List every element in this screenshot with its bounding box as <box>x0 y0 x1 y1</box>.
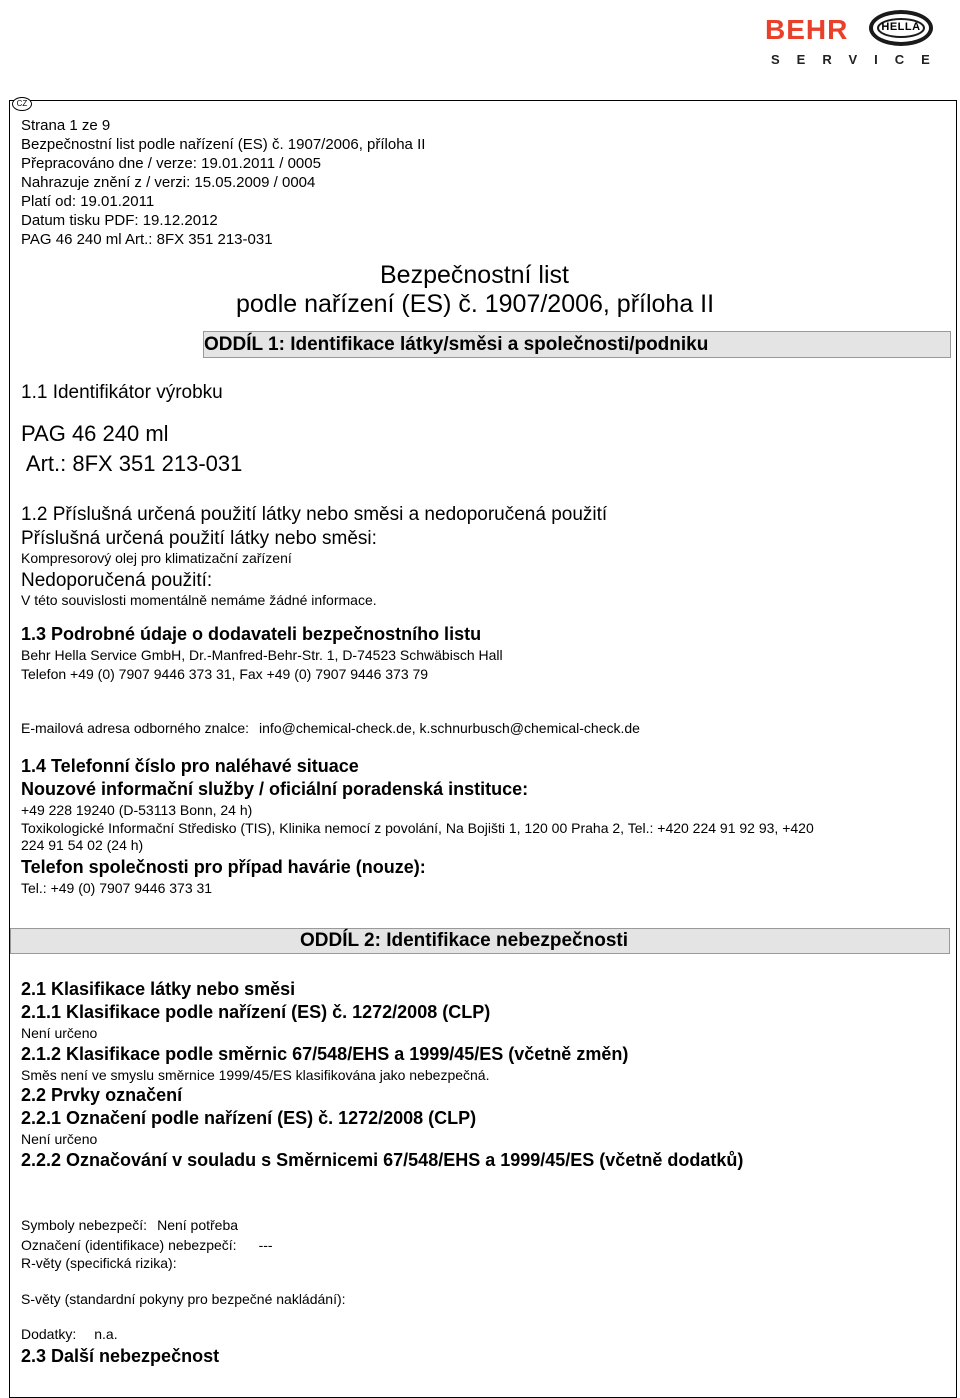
s211-text: Není určeno <box>21 1025 98 1041</box>
s221-text: Není určeno <box>21 1131 98 1147</box>
hazard-marking-label: Označení (identifikace) nebezpečí: <box>21 1237 237 1253</box>
expert-email <box>21 720 640 736</box>
s222-title: 2.2.2 Označování v souladu s Směrnicemi 67/548/EHS a 1999/45/ES (včetně dodatků) <box>21 1150 744 1170</box>
logo-brand-behr: BEHR <box>765 14 849 45</box>
expert-email-label: E-mailová adresa odborného znalce: <box>21 720 250 736</box>
supplements <box>21 1326 118 1342</box>
meta-replaces: Nahrazuje znění z / verzi: 15.05.2009 / 0004 <box>21 174 316 191</box>
logo-brand-hella: HELLA <box>881 21 921 33</box>
meta-valid-from: Platí od: 19.01.2011 <box>21 193 155 210</box>
supplier-phone-fax: Telefon +49 (0) 7907 9446 373 31, Fax +49 (0) 7907 9446 373 79 <box>21 666 429 682</box>
s11-title: 1.1 Identifikátor výrobku <box>21 382 223 403</box>
meta-revised: Přepracováno dne / verze: 19.01.2011 / 0005 <box>21 155 321 172</box>
language-badge: CZ <box>12 97 32 111</box>
meta-page: Strana 1 ze 9 <box>21 117 111 134</box>
s212-title: 2.1.2 Klasifikace podle směrnic 67/548/EHS a 1999/45/ES (včetně změn) <box>21 1044 629 1064</box>
supplements-value: n.a. <box>94 1326 118 1342</box>
product-name: PAG 46 240 ml <box>21 421 169 446</box>
hazard-marking <box>21 1237 273 1253</box>
document-metadata <box>21 116 425 249</box>
s14-emergency-tis-cont: 224 91 54 02 (24 h) <box>21 837 144 853</box>
company-logo <box>765 8 947 70</box>
s14-company-phone: Tel.: +49 (0) 7907 9446 373 31 <box>21 880 213 896</box>
hazard-marking-value: --- <box>258 1237 273 1253</box>
s14-emergency-bonn: +49 228 19240 (D-53113 Bonn, 24 h) <box>21 802 253 818</box>
s13-title: 1.3 Podrobné údaje o dodavateli bezpečnostního listu <box>21 624 482 644</box>
logo-hella-emblem <box>869 10 933 46</box>
s14-title: 1.4 Telefonní číslo pro naléhavé situace <box>21 756 359 776</box>
s12-intended-use-label: Příslušná určená použití látky nebo směsi: <box>21 528 377 549</box>
s12-not-recommended-text: V této souvislosti momentálně nemáme žádné informace. <box>21 592 377 608</box>
document-title: Bezpečnostní list <box>380 261 569 289</box>
hazard-symbols-value: Není potřeba <box>157 1217 239 1233</box>
meta-product: PAG 46 240 ml Art.: 8FX 351 213-031 <box>21 231 273 248</box>
s12-title: 1.2 Příslušná určená použití látky nebo směsi a nedoporučená použití <box>21 504 608 525</box>
product-art-number: Art.: 8FX 351 213-031 <box>21 451 243 476</box>
r-phrases-label: R-věty (specifická rizika): <box>21 1255 177 1271</box>
logo-service-text: SERVICE <box>771 52 947 67</box>
s-phrases-label: S-věty (standardní pokyny pro bezpečné nakládání): <box>21 1291 346 1307</box>
s212-text: Směs není ve smyslu směrnice 1999/45/ES klasifikována jako nebezpečná. <box>21 1067 490 1083</box>
hazard-symbols-label: Symboly nebezpečí: <box>21 1217 148 1233</box>
meta-doc-type: Bezpečnostní list podle nařízení (ES) č. 1907/2006, příloha II <box>21 136 426 153</box>
s211-title: 2.1.1 Klasifikace podle nařízení (ES) č. 1272/2008 (CLP) <box>21 1002 491 1022</box>
meta-print-date: Datum tisku PDF: 19.12.2012 <box>21 212 218 229</box>
hazard-symbols <box>21 1217 238 1233</box>
supplements-label: Dodatky: <box>21 1326 77 1342</box>
expert-email-values[interactable]: info@chemical-check.de, k.schnurbusch@chemical-check.de <box>259 720 640 736</box>
s21-title: 2.1 Klasifikace látky nebo směsi <box>21 979 296 999</box>
s14-company-phone-label: Telefon společnosti pro případ havárie (nouze): <box>21 857 426 877</box>
s23-title: 2.3 Další nebezpečnost <box>21 1346 220 1366</box>
s14-emergency-services-label: Nouzové informační služby / oficiální poradenská instituce: <box>21 779 529 799</box>
section-2-header: ODDÍL 2: Identifikace nebezpečnosti <box>10 928 950 954</box>
s12-intended-use-text: Kompresorový olej pro klimatizační zařízení <box>21 550 292 566</box>
supplier-address: Behr Hella Service GmbH, Dr.-Manfred-Behr-Str. 1, D-74523 Schwäbisch Hall <box>21 647 503 663</box>
document-subtitle: podle nařízení (ES) č. 1907/2006, příloha II <box>236 290 715 318</box>
s221-title: 2.2.1 Označení podle nařízení (ES) č. 1272/2008 (CLP) <box>21 1108 477 1128</box>
s14-emergency-tis: Toxikologické Informační Středisko (TIS), Klinika nemocí z povolání, Na Bojišti 1, 120 00 Praha 2, Tel.: +420 224 91 92 93, +420 <box>21 820 814 836</box>
section-1-header: ODDÍL 1: Identifikace látky/směsi a společnosti/podniku <box>203 331 951 358</box>
s12-not-recommended-label: Nedoporučená použití: <box>21 570 213 591</box>
s22-title: 2.2 Prvky označení <box>21 1085 183 1105</box>
